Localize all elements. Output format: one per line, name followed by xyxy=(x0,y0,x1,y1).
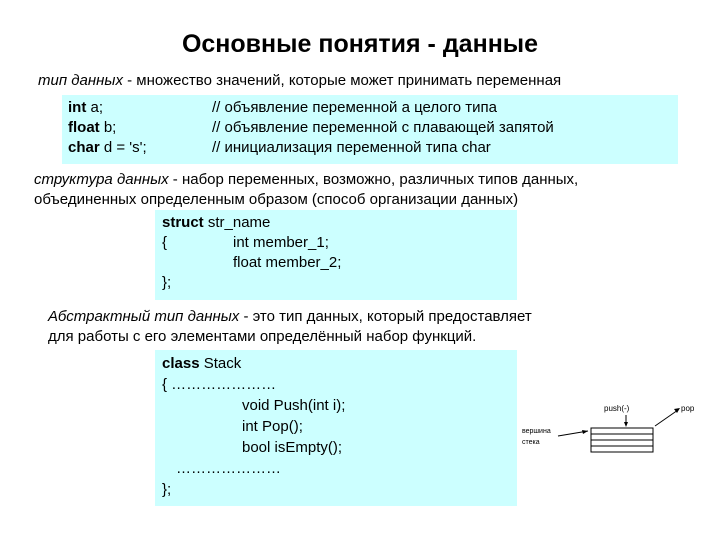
data-type-text: - множество значений, которые может принимать переменная xyxy=(122,72,562,89)
stack-cell-1 xyxy=(591,428,653,434)
class-dots: ………………… xyxy=(176,460,281,477)
code-box-class xyxy=(155,350,517,506)
stack-top-label-1: вершина xyxy=(522,428,551,435)
stack-cell-2 xyxy=(591,434,653,440)
stack-top-label-2: стека xyxy=(522,439,540,446)
pop-label: pop xyxy=(681,404,695,413)
data-structure-text-2: объединенных определенным образом (способ организации данных) xyxy=(34,191,519,208)
stack-cell-4 xyxy=(591,446,653,452)
adt-text-2: для работы с его элементами определённый набор функций. xyxy=(48,328,477,345)
struct-open-brace: { xyxy=(162,234,168,251)
stack-cell-3 xyxy=(591,440,653,446)
top-pointer-arrowhead xyxy=(582,430,588,434)
push-arrowhead xyxy=(624,422,628,427)
comment-int: // объявление переменной а целого типа xyxy=(212,99,497,116)
code-line-char xyxy=(68,138,678,158)
data-structure-text-1: - набор переменных, возможно, различных типов данных, xyxy=(168,171,579,188)
push-label: push(-) xyxy=(604,404,630,413)
keyword-int: int xyxy=(68,99,87,116)
class-method-pop: int Pop(); xyxy=(242,418,303,435)
keyword-float: float xyxy=(68,119,100,136)
comment-float: // объявление переменной с плавающей запятой xyxy=(212,119,554,136)
code-float-rest: b; xyxy=(99,119,117,136)
class-method-push: void Push(int i); xyxy=(242,397,346,414)
adt-text-1: - это тип данных, который предоставляет xyxy=(239,308,532,325)
code-int-rest: a; xyxy=(86,99,104,116)
data-structure-term: структура данных xyxy=(34,171,169,188)
class-close-brace: }; xyxy=(162,481,172,498)
struct-name: str_name xyxy=(203,214,271,231)
data-type-term: тип данных xyxy=(38,72,123,89)
class-method-isempty: bool isEmpty(); xyxy=(242,439,343,456)
struct-member-1: int member_1; xyxy=(233,234,329,251)
code-line-float xyxy=(68,118,678,138)
code-box-variables xyxy=(62,95,678,164)
struct-member-2: float member_2; xyxy=(233,254,342,271)
page-title: Основные понятия - данные xyxy=(181,30,539,58)
code-char-rest: d = 's'; xyxy=(99,139,147,156)
stack-diagram xyxy=(518,398,718,468)
code-line-int xyxy=(68,98,678,118)
adt-definition xyxy=(48,307,532,347)
code-box-struct xyxy=(155,210,517,300)
keyword-char: char xyxy=(68,139,100,156)
comment-char: // инициализация переменной типа char xyxy=(212,139,491,156)
struct-close-brace: }; xyxy=(162,274,172,291)
class-name: Stack xyxy=(199,355,242,372)
keyword-class: class xyxy=(162,355,200,372)
adt-term: Абстрактный тип данных xyxy=(48,308,240,325)
data-structure-definition xyxy=(34,170,578,210)
keyword-struct: struct xyxy=(162,214,204,231)
data-type-definition xyxy=(38,71,561,91)
pop-arrow xyxy=(655,410,678,426)
class-open-brace: { ………………… xyxy=(162,376,277,393)
